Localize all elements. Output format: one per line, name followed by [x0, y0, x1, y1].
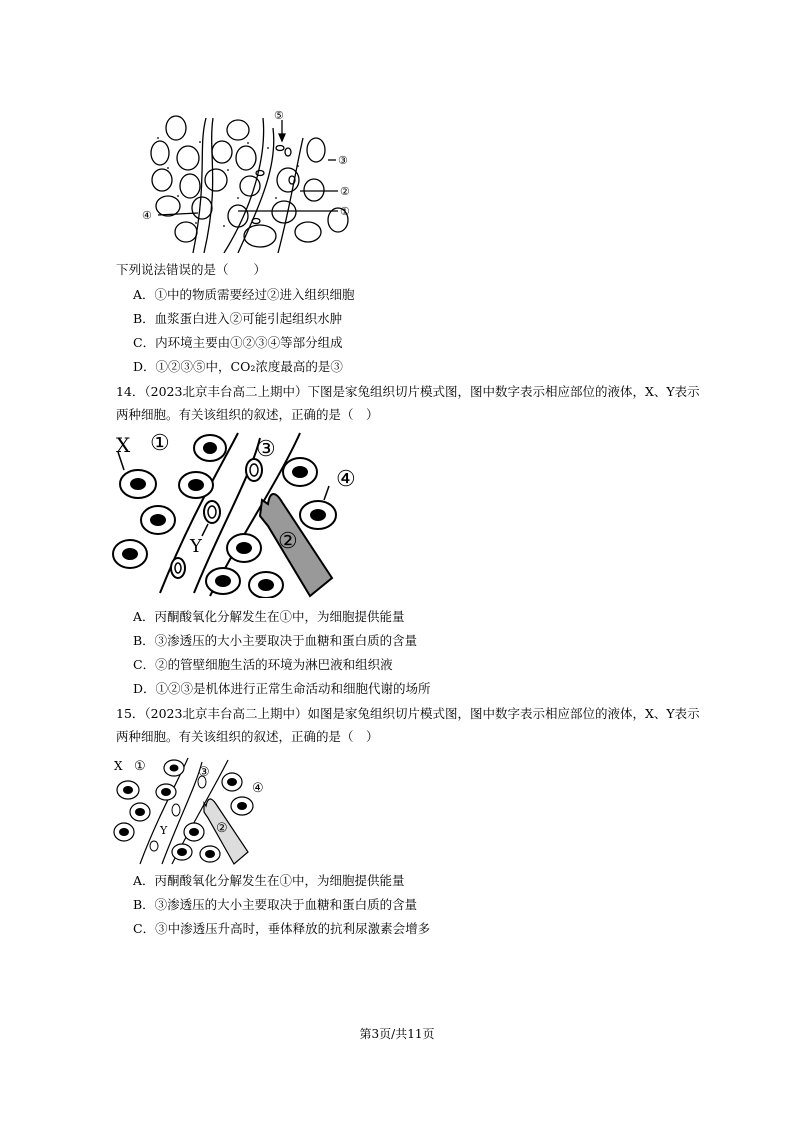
q14-stem-line2: 两种细胞。有关该组织的叙述，正确的是（ ）: [116, 407, 379, 422]
figure3-label-1: ①: [134, 759, 146, 774]
page-footer: 第3页/共11页: [359, 1027, 435, 1041]
figure1-label-2: ②: [340, 185, 350, 198]
q15-option-c: C．③中渗透压升高时，垂体释放的抗利尿激素会增多: [133, 921, 431, 936]
q15-stem-line2: 两种细胞。有关该组织的叙述，正确的是（ ）: [116, 729, 379, 744]
figure3-label-y: Y: [160, 824, 168, 837]
figure2-label-y: Y: [190, 536, 202, 557]
q15-option-a: A．丙酮酸氧化分解发生在①中，为细胞提供能量: [133, 873, 405, 888]
figure2-label-2: ②: [278, 529, 298, 554]
q14-option-b: B．③渗透压的大小主要取决于血糖和蛋白质的含量: [133, 633, 418, 648]
q14-option-d: D．①②③是机体进行正常生命活动和细胞代谢的场所: [133, 681, 431, 696]
figure2-label-1: ①: [150, 431, 170, 456]
figure1-label-3: ③: [338, 154, 348, 167]
q15-stem-line1: 15．（2023北京丰台高二上期中）如图是家兔组织切片模式图，图中数字表示相应部位的液体，X、Y表示: [116, 706, 700, 721]
q13-option-c: C．内环境主要由①②③④等部分组成: [133, 335, 343, 350]
q15-option-b: B．③渗透压的大小主要取决于血糖和蛋白质的含量: [133, 897, 418, 912]
q14-option-c: C．②的管壁细胞生活的环境为淋巴液和组织液: [133, 657, 393, 672]
figure3-label-3: ③: [198, 765, 210, 780]
figure2-label-3: ③: [256, 437, 276, 462]
tissue-diagram-1: [138, 108, 358, 253]
q13-option-a: A．①中的物质需要经过②进入组织细胞: [133, 287, 355, 302]
tissue-diagram-3: [110, 756, 270, 866]
figure3-label-x: X: [114, 759, 123, 773]
figure1-label-4: ④: [142, 209, 152, 222]
figure3-label-2: ②: [216, 821, 228, 836]
tissue-diagram-2: [110, 428, 370, 598]
q13-option-b: B．血浆蛋白进入②可能引起组织水肿: [133, 311, 343, 326]
q14-option-a: A．丙酮酸氧化分解发生在①中，为细胞提供能量: [133, 609, 405, 624]
figure1-label-1: ①: [340, 205, 350, 218]
q13-stem: 下列说法错误的是（ ）: [116, 262, 267, 277]
figure1-label-5: ⑤: [274, 109, 284, 122]
figure2-label-4: ④: [336, 467, 356, 492]
q14-stem-line1: 14．（2023北京丰台高二上期中）下图是家兔组织切片模式图，图中数字表示相应部位的液体，X、Y表示: [116, 384, 700, 399]
figure3-label-4: ④: [252, 781, 264, 796]
q13-option-d: D．①②③⑤中，CO₂浓度最高的是③: [133, 359, 343, 374]
figure2-label-x: X: [116, 433, 131, 457]
